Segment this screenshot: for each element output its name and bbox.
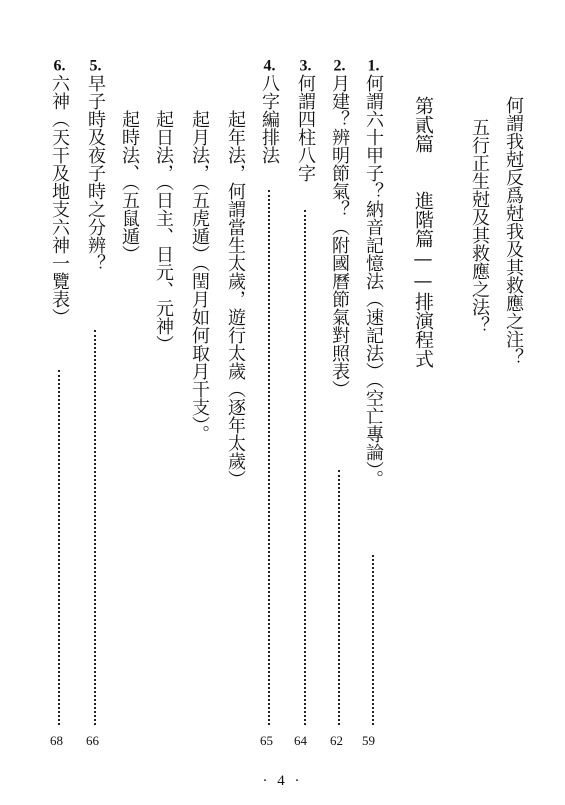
toc-subline-year bbox=[222, 110, 246, 488]
section-title: 第貳篇 進階篇——排演程式 bbox=[412, 96, 434, 368]
entry-number: 3. bbox=[299, 58, 312, 74]
toc-entry-3 bbox=[292, 58, 316, 182]
dot-leader bbox=[268, 190, 270, 725]
entry-text: 何謂四柱八字 bbox=[295, 74, 316, 182]
toc-line-question-1 bbox=[500, 96, 524, 366]
entry-text: 早子時及夜子時之分辨？ bbox=[85, 74, 106, 272]
entry-number: 4. bbox=[263, 58, 276, 74]
dot-leader bbox=[58, 370, 60, 725]
dot-leader bbox=[304, 210, 306, 725]
entry-number: 1. bbox=[367, 58, 380, 74]
toc-entry-6 bbox=[46, 58, 70, 326]
entry-text: 何謂我尅反爲尅我及其救應之注？ bbox=[503, 96, 524, 366]
entry-text: 何謂六十甲子？納音記憶法（速記法）（空亡專論）。 bbox=[363, 74, 384, 488]
entry-text: 月建？辨明節氣？（附國曆節氣對照表） bbox=[329, 74, 350, 398]
page-number: 59 bbox=[362, 733, 375, 748]
entry-text: 六神（天干及地支六神一覽表） bbox=[49, 74, 70, 326]
toc-subline-hour bbox=[116, 110, 140, 263]
toc-subline-month bbox=[186, 110, 210, 443]
entry-text: 起日法，（日主、日元、元神） bbox=[153, 110, 174, 353]
toc-line-question-2 bbox=[466, 118, 490, 334]
dot-leader bbox=[338, 470, 340, 725]
dot-leader bbox=[372, 555, 374, 725]
entry-text: 八字編排法 bbox=[259, 74, 280, 164]
section-heading bbox=[410, 96, 434, 368]
entry-text: 起月法，（五虎遁）（閏月如何取月干支）。 bbox=[189, 110, 210, 443]
page-number: 62 bbox=[330, 733, 343, 748]
entry-number: 2. bbox=[333, 58, 346, 74]
page-number: 68 bbox=[50, 733, 63, 748]
toc-entry-1 bbox=[360, 58, 384, 488]
toc-entry-5 bbox=[82, 58, 106, 272]
entry-number: 6. bbox=[53, 58, 66, 74]
entry-text: 起年法，何謂當生太歲，遊行太歲（逐年太歲） bbox=[225, 110, 246, 488]
entry-text: 五行正生尅及其救應之法？ bbox=[469, 118, 490, 334]
entry-number: 5. bbox=[89, 58, 102, 74]
page-folio: · 4 · bbox=[262, 773, 303, 789]
page-number: 64 bbox=[294, 733, 307, 748]
page-number: 65 bbox=[260, 733, 273, 748]
toc-entry-4 bbox=[256, 58, 280, 164]
page-number: 66 bbox=[86, 733, 99, 748]
dot-leader bbox=[94, 330, 96, 725]
entry-text: 起時法、（五鼠遁） bbox=[119, 110, 140, 263]
toc-entry-2 bbox=[326, 58, 350, 398]
toc-subline-day bbox=[150, 110, 174, 353]
